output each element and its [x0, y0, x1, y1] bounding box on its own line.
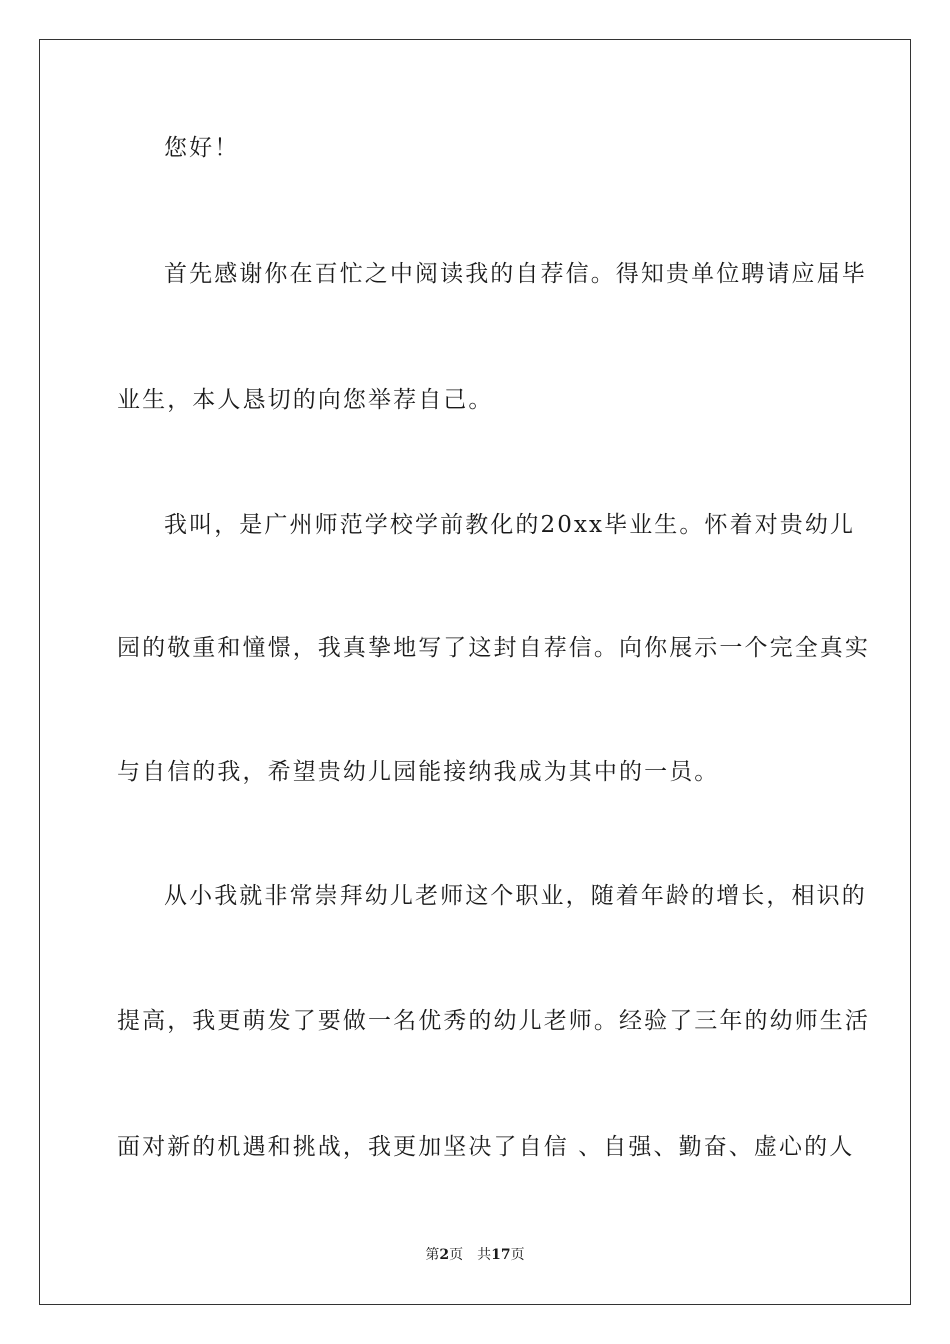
page-footer — [0, 1246, 950, 1264]
page-prefix: 第 — [425, 1247, 440, 1263]
total-prefix: 共 — [477, 1247, 492, 1263]
total-suffix: 页 — [510, 1247, 525, 1263]
paragraph-1-line-2: 业生，本人恳切的向您举荐自己。 — [117, 387, 494, 413]
paragraph-3-line-2: 提高，我更萌发了要做一名优秀的幼儿老师。经验了三年的幼师生活 — [117, 1008, 870, 1034]
paragraph-2-line-3: 与自信的我，希望贵幼儿园能接纳我成为其中的一员。 — [117, 759, 720, 785]
paragraph-2-line-1: 我叫，是广州师范学校学前教化的20xx毕业生。怀着对贵幼儿 — [164, 512, 856, 538]
total-pages: 17 — [491, 1247, 511, 1263]
greeting-line: 您好！ — [164, 135, 240, 161]
paragraph-2-line-2: 园的敬重和憧憬，我真挚地写了这封自荐信。向你展示一个完全真实 — [117, 635, 870, 661]
page-suffix: 页 — [449, 1247, 464, 1263]
paragraph-3-line-1: 从小我就非常崇拜幼儿老师这个职业，随着年龄的增长，相识的 — [164, 883, 867, 909]
page-border — [39, 39, 911, 1305]
paragraph-1-line-1: 首先感谢你在百忙之中阅读我的自荐信。得知贵单位聘请应届毕 — [164, 261, 867, 287]
page-number: 2 — [439, 1247, 450, 1263]
paragraph-3-line-3: 面对新的机遇和挑战，我更加坚决了自信 、自强、勤奋、虚心的人 — [117, 1134, 855, 1160]
